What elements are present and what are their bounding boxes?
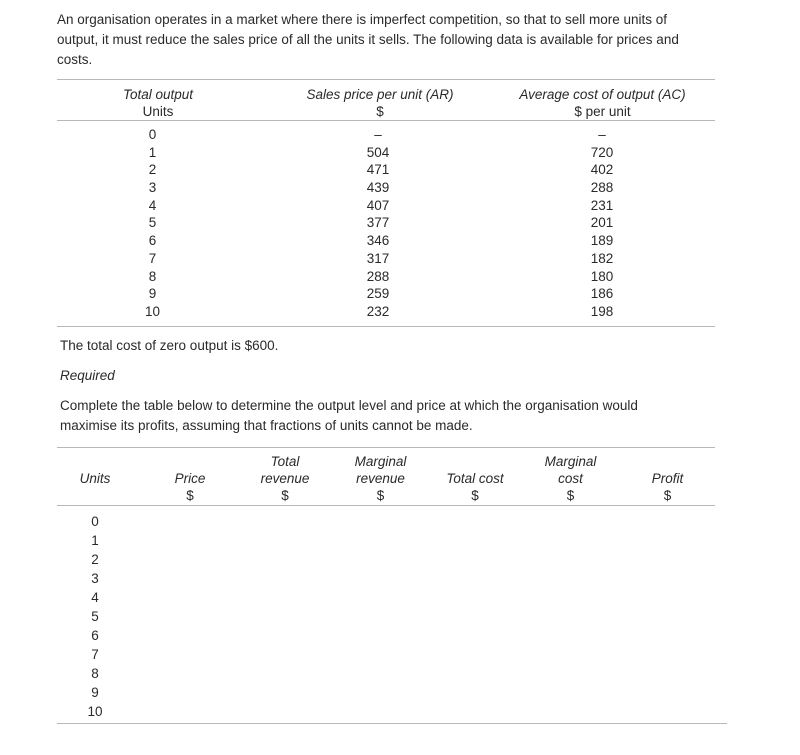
cell-unit: 1: [91, 533, 99, 548]
cell-price: 259: [366, 286, 390, 302]
cell-avg-cost: 231: [590, 197, 614, 213]
table2-header-units: [55, 453, 135, 487]
cell-avg-cost: 189: [590, 233, 614, 249]
header-total-cost-line2: Total cost: [446, 471, 504, 486]
header-total-cost-line1: [430, 453, 520, 470]
cell-unit: 6: [91, 628, 99, 643]
header-price-line1: Sales price per unit (AR): [306, 87, 454, 102]
cell-avg-cost: 180: [590, 268, 614, 284]
header-avgcost-line1: Average cost of output (AC): [519, 87, 686, 102]
cell-avg-cost: 182: [590, 250, 614, 266]
table2-header-rule: [57, 505, 715, 506]
cell-price: 232: [366, 303, 390, 319]
cell-unit: 0: [91, 514, 99, 529]
header-price-line2: $: [376, 104, 384, 119]
cell-avg-cost: 288: [590, 180, 614, 196]
cell-avg-cost: 720: [590, 144, 614, 160]
header-output-line2: Units: [142, 104, 174, 119]
header-total-revenue-line2: revenue: [260, 471, 310, 486]
cell-unit: 3: [148, 180, 157, 196]
cell-price: 317: [366, 250, 390, 266]
table1-avg-cost-column: [572, 126, 632, 321]
table2-header-marginal-cost: [528, 453, 613, 504]
cell-price: 346: [366, 233, 390, 249]
table1-bottom-rule: [57, 326, 715, 327]
cell-avg-cost: –: [598, 127, 606, 142]
cell-price: 439: [366, 180, 390, 196]
zero-output-note: The total cost of zero output is $600.: [60, 338, 279, 353]
header-units-line2: Units: [79, 471, 111, 486]
cell-unit: 9: [148, 286, 157, 302]
cell-unit: 7: [91, 647, 99, 662]
cell-unit: 2: [148, 162, 157, 178]
cell-price: 377: [366, 215, 390, 231]
header-profit-line1: [630, 453, 705, 470]
cell-avg-cost: 402: [590, 162, 614, 178]
cell-unit: 5: [91, 609, 99, 624]
cell-unit: 5: [148, 215, 157, 231]
instruction-line-1: Complete the table below to determine the output level and price at which the organisation would: [60, 398, 638, 413]
cell-unit: 4: [91, 590, 99, 605]
cell-price: 407: [366, 197, 390, 213]
cell-unit: 6: [148, 233, 157, 249]
cell-price: 471: [366, 162, 390, 178]
cell-price: –: [374, 127, 382, 142]
table2-header-profit: [630, 453, 705, 504]
instruction-line-2: maximise its profits, assuming that fractions of units cannot be made.: [60, 418, 473, 433]
header-units-line1: [55, 453, 135, 470]
table2-header-price: [150, 453, 230, 504]
cell-unit: 1: [148, 144, 157, 160]
table1-units-column: [130, 126, 175, 321]
table2-header-total-revenue: [245, 453, 325, 504]
header-marginal-revenue-line2: revenue: [356, 471, 405, 486]
header-marginal-cost-line1: Marginal: [544, 454, 597, 469]
cell-unit: 8: [148, 268, 157, 284]
cell-unit: 4: [148, 197, 157, 213]
table1-header-output: [88, 86, 228, 120]
table1-top-rule: [57, 79, 715, 80]
table2-header-marginal-revenue: [338, 453, 423, 504]
intro-line-2: output, it must reduce the sales price of all the units it sells. The following data is available for prices and: [57, 32, 679, 47]
header-marginal-revenue-line1: Marginal: [354, 454, 407, 469]
header-price-line2: Price: [174, 471, 206, 486]
intro-line-3: costs.: [57, 52, 93, 67]
header-profit-line3: $: [663, 488, 672, 503]
header-avgcost-line2: $ per unit: [574, 104, 631, 119]
header-total-revenue-line1: Total: [270, 454, 300, 469]
cell-unit: 3: [91, 571, 99, 586]
table1-price-column: [348, 126, 408, 321]
header-profit-line2: Profit: [651, 471, 684, 486]
cell-unit: 8: [91, 666, 99, 681]
header-total-revenue-line3: $: [281, 488, 289, 503]
header-total-cost-line3: $: [471, 488, 479, 503]
cell-avg-cost: 201: [590, 215, 614, 231]
required-label: Required: [60, 368, 115, 383]
cell-price: 504: [366, 144, 390, 160]
header-output-line1: Total output: [122, 87, 194, 102]
header-marginal-cost-line2: cost: [558, 471, 583, 486]
cell-unit: 10: [144, 303, 161, 319]
instruction-paragraph: [60, 396, 638, 436]
intro-line-1: An organisation operates in a market where there is imperfect competition, so that to sell more units of: [57, 12, 668, 27]
cell-unit: 2: [91, 552, 99, 567]
header-marginal-cost-line3: $: [566, 488, 575, 503]
header-price-line3: $: [186, 488, 194, 503]
table2-top-rule: [57, 447, 715, 448]
header-price-line1: [150, 453, 230, 470]
header-marginal-revenue-line3: $: [376, 488, 385, 503]
intro-paragraph: [57, 10, 679, 70]
cell-unit: 10: [87, 704, 103, 719]
cell-unit: 0: [148, 127, 157, 142]
table2-bottom-rule: [57, 723, 727, 724]
table2-header-total-cost: [430, 453, 520, 504]
table2-units-column: [75, 512, 115, 721]
cell-price: 288: [366, 268, 390, 284]
cell-unit: 9: [91, 685, 99, 700]
cell-unit: 7: [148, 250, 157, 266]
table1-header-price: [285, 86, 475, 120]
table1-header-rule: [57, 120, 715, 121]
cell-avg-cost: 186: [590, 286, 614, 302]
cell-avg-cost: 198: [590, 303, 614, 319]
table1-header-avg-cost: [500, 86, 705, 120]
